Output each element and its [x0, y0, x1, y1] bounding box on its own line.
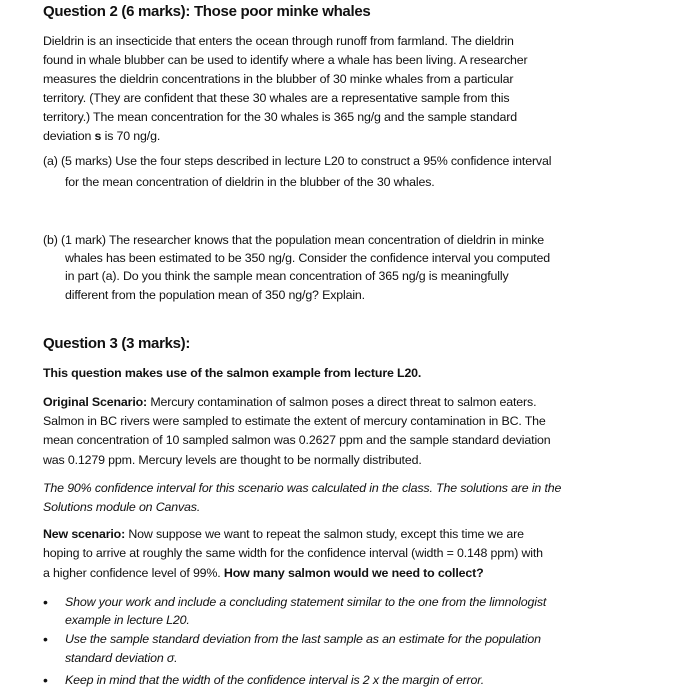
new-scenario-label: New scenario: — [43, 527, 126, 541]
question-text: How many salmon would we need to collect? — [223, 566, 484, 580]
italic-note-line: Solutions module on Canvas. — [43, 500, 201, 514]
paragraph-line — [43, 564, 484, 583]
paragraph-line: was 0.1279 ppm. Mercury levels are thought to be normally distributed. — [43, 453, 422, 467]
question-3-title: Question 3 (3 marks): — [43, 335, 191, 352]
paragraph-line — [43, 525, 524, 544]
question-2-title: Question 2 (6 marks): Those poor minke whales — [43, 3, 371, 20]
bullet-line: Use the sample standard deviation from the last sample as an estimate for the population — [65, 632, 541, 646]
bullet-line: example in lecture L20. — [65, 613, 190, 627]
text: deviation — [43, 129, 95, 143]
bullet-icon: • — [43, 672, 48, 688]
paragraph-line: mean concentration of 10 sampled salmon was 0.2627 ppm and the sample standard deviation — [43, 433, 551, 447]
bullet-line: Show your work and include a concluding statement similar to the one from the limnologist — [65, 595, 547, 609]
text: a higher confidence level of 99%. — [43, 566, 224, 580]
paragraph-line: measures the dieldrin concentrations in the blubber of 30 minke whales from a particular — [43, 72, 514, 86]
italic-note-line: The 90% confidence interval for this scenario was calculated in the class. The solutions are in the — [43, 481, 562, 495]
bullet-icon: • — [43, 594, 48, 610]
paragraph-line: found in whale blubber can be used to identify where a whale has been living. A researcher — [43, 53, 528, 67]
paragraph-line: hoping to arrive at roughly the same width for the confidence interval (width = 0.148 ppm) with — [43, 546, 543, 560]
paragraph-line — [43, 393, 536, 412]
part-b-line: (b) (1 mark) The researcher knows that the population mean concentration of dieldrin in minke — [43, 233, 544, 247]
paragraph-line: territory. (They are confident that these 30 whales are a representative sample from this — [43, 91, 510, 105]
text: is 70 ng/g. — [101, 129, 161, 143]
symbol-s: s — [94, 129, 102, 143]
paragraph-line: territory.) The mean concentration for the 30 whales is 365 ng/g and the sample standard — [43, 110, 517, 124]
original-scenario-label: Original Scenario: — [43, 395, 148, 409]
paragraph-line: Salmon in BC rivers were sampled to estimate the extent of mercury contamination in BC. The — [43, 414, 546, 428]
bullet-line: Keep in mind that the width of the confidence interval is 2 x the margin of error. — [65, 673, 485, 687]
text: Mercury contamination of salmon poses a direct threat to salmon eaters. — [147, 395, 537, 409]
part-b-line: different from the population mean of 350 ng/g? Explain. — [65, 288, 365, 302]
question-3-note: This question makes use of the salmon example from lecture L20. — [43, 366, 422, 380]
part-b-line: whales has been estimated to be 350 ng/g. Consider the confidence interval you computed — [65, 251, 550, 265]
part-a-line: (a) (5 marks) Use the four steps described in lecture L20 to construct a 95% confidence interval — [43, 154, 552, 168]
bullet-icon: • — [43, 631, 48, 647]
part-b-line: in part (a). Do you think the sample mean concentration of 365 ng/g is meaningfully — [65, 269, 509, 283]
part-a-line: for the mean concentration of dieldrin in the blubber of the 30 whales. — [65, 175, 435, 189]
bullet-line: standard deviation σ. — [65, 651, 178, 665]
paragraph-line — [43, 127, 160, 146]
text: Now suppose we want to repeat the salmon study, except this time we are — [125, 527, 524, 541]
paragraph-line: Dieldrin is an insecticide that enters the ocean through runoff from farmland. The dieldrin — [43, 34, 514, 48]
